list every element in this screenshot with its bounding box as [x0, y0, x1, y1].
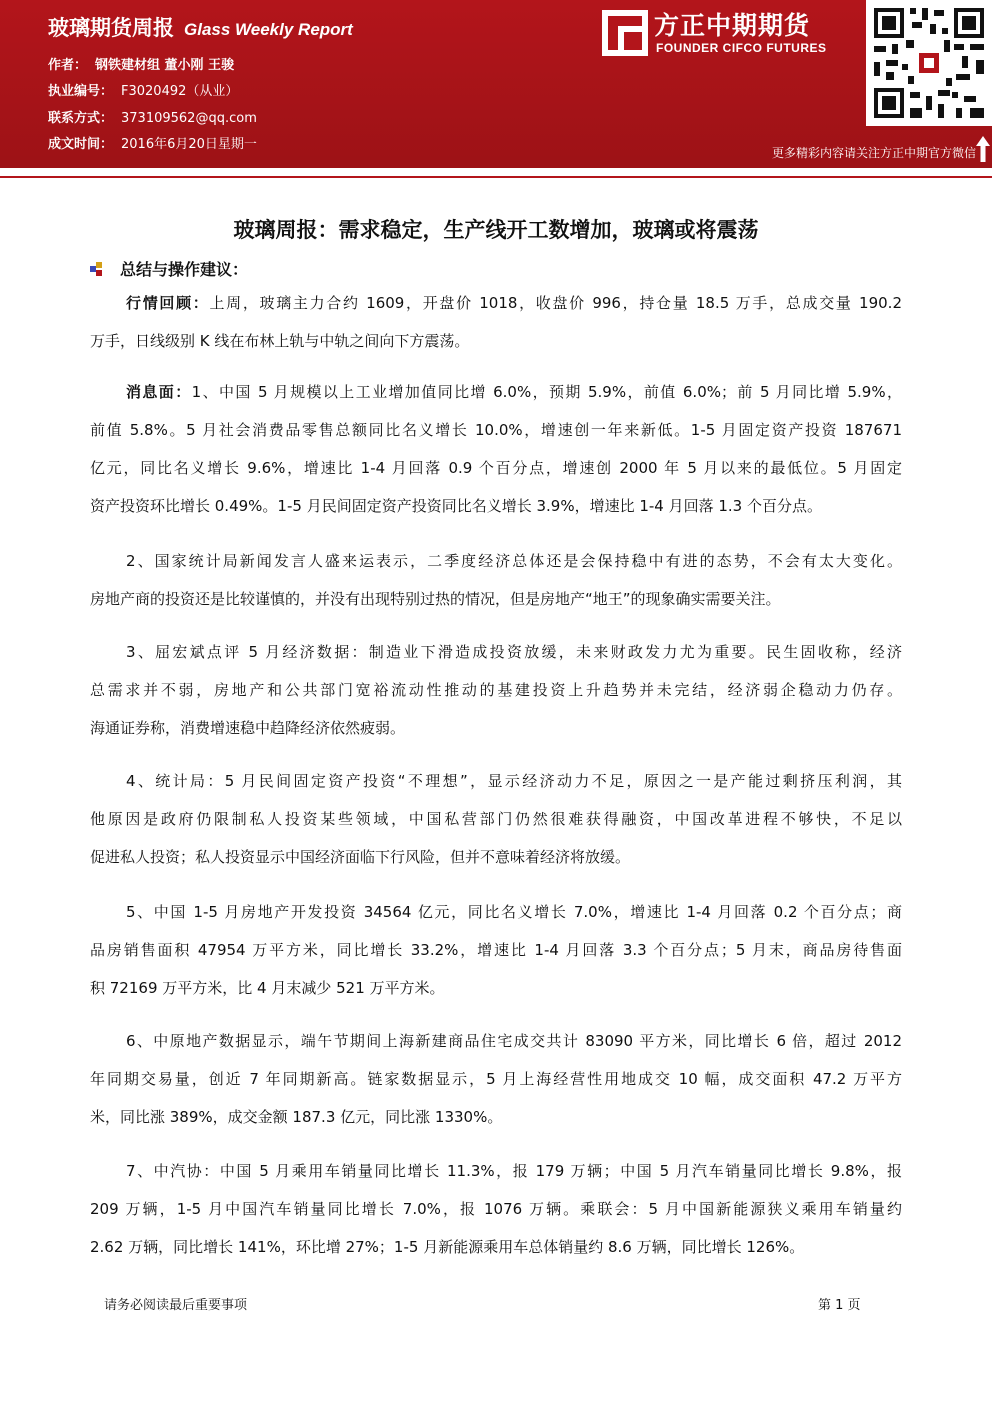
license-row — [48, 80, 238, 99]
logo-text-cn: 方正中期期货 — [654, 11, 811, 40]
para-line: 促进私人投资；私人投资显示中国经济面临下行风险，但并不意味着经济将放缓。 — [90, 848, 631, 866]
founder-logo-icon — [602, 10, 648, 56]
para-line: 前值 5.8%。5 月社会消费品零售总额同比名义增长 10.0%，增速创一年来新低。1-5 月固定资产投资 187671 — [90, 421, 902, 439]
para-line: 亿元，同比名义增长 9.6%，增速比 1-4 月回落 0.9 个百分点，增速创 2000 年 5 月以来的最低位。5 月固定 — [90, 459, 902, 477]
footer-disclaimer: 请务必阅读最后重要事项 — [104, 1298, 248, 1313]
follow-wechat-text: 更多精彩内容请关注方正中期官方微信 — [771, 146, 976, 160]
company-logo — [596, 4, 866, 62]
section-bullet-icon — [90, 262, 104, 276]
title-en: Glass Weekly Report — [184, 20, 353, 39]
title-cn: 玻璃期货周报 — [48, 16, 174, 40]
para-line: 品房销售面积 47954 万平方米，同比增长 33.2%，增速比 1-4 月回落 3.3 个百分点；5 月末，商品房待售面 — [90, 941, 902, 959]
paragraph-news-3 — [90, 633, 902, 747]
para-label: 行情回顾： — [126, 294, 210, 312]
para-line: 万手，日线级别 K 线在布林上轨与中轨之间向下方震荡。 — [90, 332, 470, 350]
contact-label: 联系方式： — [48, 111, 114, 126]
para-line: 5、中国 1-5 月房地产开发投资 34564 亿元，同比名义增长 7.0%，增速比 1-4 月回落 0.2 个百分点；商 — [126, 903, 902, 921]
date-label: 成文时间： — [48, 137, 114, 152]
report-title-banner — [48, 12, 353, 42]
header-divider — [0, 176, 992, 178]
date-value: 2016年6月20日星期一 — [121, 137, 257, 152]
para-line: 总需求并不弱，房地产和公共部门宽裕流动性推动的基建投资上升趋势并未完结，经济弱企稳动力仍存。 — [90, 681, 902, 699]
report-header — [0, 0, 992, 168]
up-arrow-icon — [976, 136, 990, 162]
document-title: 玻璃周报：需求稳定，生产线开工数增加，玻璃或将震荡 — [233, 218, 759, 242]
date-row — [48, 133, 257, 152]
author-row — [48, 54, 234, 73]
para-line: 7、中汽协：中国 5 月乘用车销量同比增长 11.3%，报 179 万辆；中国 5 月汽车销量同比增长 9.8%，报 — [126, 1162, 902, 1180]
section-heading-text: 总结与操作建议： — [120, 260, 249, 279]
page-number: 第 1 页 — [818, 1298, 861, 1313]
author-value: 钢铁建材组 董小刚 王骏 — [95, 58, 235, 73]
contact-value[interactable]: 373109562@qq.com — [121, 111, 257, 126]
para-line: 行情回顾：上周，玻璃主力合约 1609，开盘价 1018，收盘价 996，持仓量 18.5 万手，总成交量 190.2 — [126, 294, 902, 312]
paragraph-news-7 — [90, 1152, 902, 1266]
paragraph-news-5 — [90, 893, 902, 1007]
para-line: 209 万辆，1-5 月中国汽车销量同比增长 7.0%，报 1076 万辆。乘联会：5 月中国新能源狭义乘用车销量约 — [90, 1200, 902, 1218]
para-line: 3、屈宏斌点评 5 月经济数据：制造业下滑造成投资放缓，未来财政发力尤为重要。民生固收称，经济 — [126, 643, 902, 661]
qr-code-icon — [866, 0, 992, 126]
para-line: 6、中原地产数据显示，端午节期间上海新建商品住宅成交共计 83090 平方米，同比增长 6 倍，超过 2012 — [126, 1032, 902, 1050]
paragraph-news-1 — [90, 373, 902, 525]
paragraph-news-6 — [90, 1022, 902, 1136]
para-line: 年同期交易量，创近 7 年同期新高。链家数据显示，5 月上海经营性用地成交 10 幅，成交面积 47.2 万平方 — [90, 1070, 902, 1088]
para-label: 消息面： — [126, 383, 192, 401]
paragraph-market-review — [90, 284, 902, 360]
para-line: 他原因是政府仍限制私人投资某些领域，中国私营部门仍然很难获得融资，中国改革进程不够快，不足以 — [90, 810, 902, 828]
para-line: 消息面：1、中国 5 月规模以上工业增加值同比增 6.0%，预期 5.9%，前值 6.0%；前 5 月同比增 5.9%， — [126, 383, 902, 401]
author-label: 作者： — [48, 58, 88, 73]
paragraph-news-2 — [90, 542, 902, 618]
para-line: 米，同比涨 389%，成交金额 187.3 亿元，同比涨 1330%。 — [90, 1108, 503, 1126]
para-line: 2、国家统计局新闻发言人盛来运表示，二季度经济总体还是会保持稳中有进的态势，不会有太大变化。 — [126, 552, 902, 570]
license-label: 执业编号： — [48, 84, 114, 99]
paragraph-news-4 — [90, 762, 902, 876]
para-line: 积 72169 万平方米，比 4 月末减少 521 万平方米。 — [90, 979, 445, 997]
license-value: F3020492（从业） — [121, 84, 239, 99]
logo-text-en: FOUNDER CIFCO FUTURES — [656, 41, 827, 55]
section-heading — [90, 257, 248, 280]
contact-row — [48, 107, 257, 126]
para-line: 资产投资环比增长 0.49%。1-5 月民间固定资产投资同比名义增长 3.9%，增速比 1-4 月回落 1.3 个百分点。 — [90, 497, 822, 515]
para-line: 2.62 万辆，同比增长 141%，环比增 27%；1-5 月新能源乘用车总体销量约 8.6 万辆，同比增长 126%。 — [90, 1238, 805, 1256]
para-line: 海通证券称，消费增速稳中趋降经济依然疲弱。 — [90, 719, 406, 737]
para-line: 4、统计局：5 月民间固定资产投资“不理想”，显示经济动力不足，原因之一是产能过剩挤压利润，其 — [126, 772, 902, 790]
para-line: 房地产商的投资还是比较谨慎的，并没有出现特别过热的情况，但是房地产“地王”的现象确实需要关注。 — [90, 590, 781, 608]
